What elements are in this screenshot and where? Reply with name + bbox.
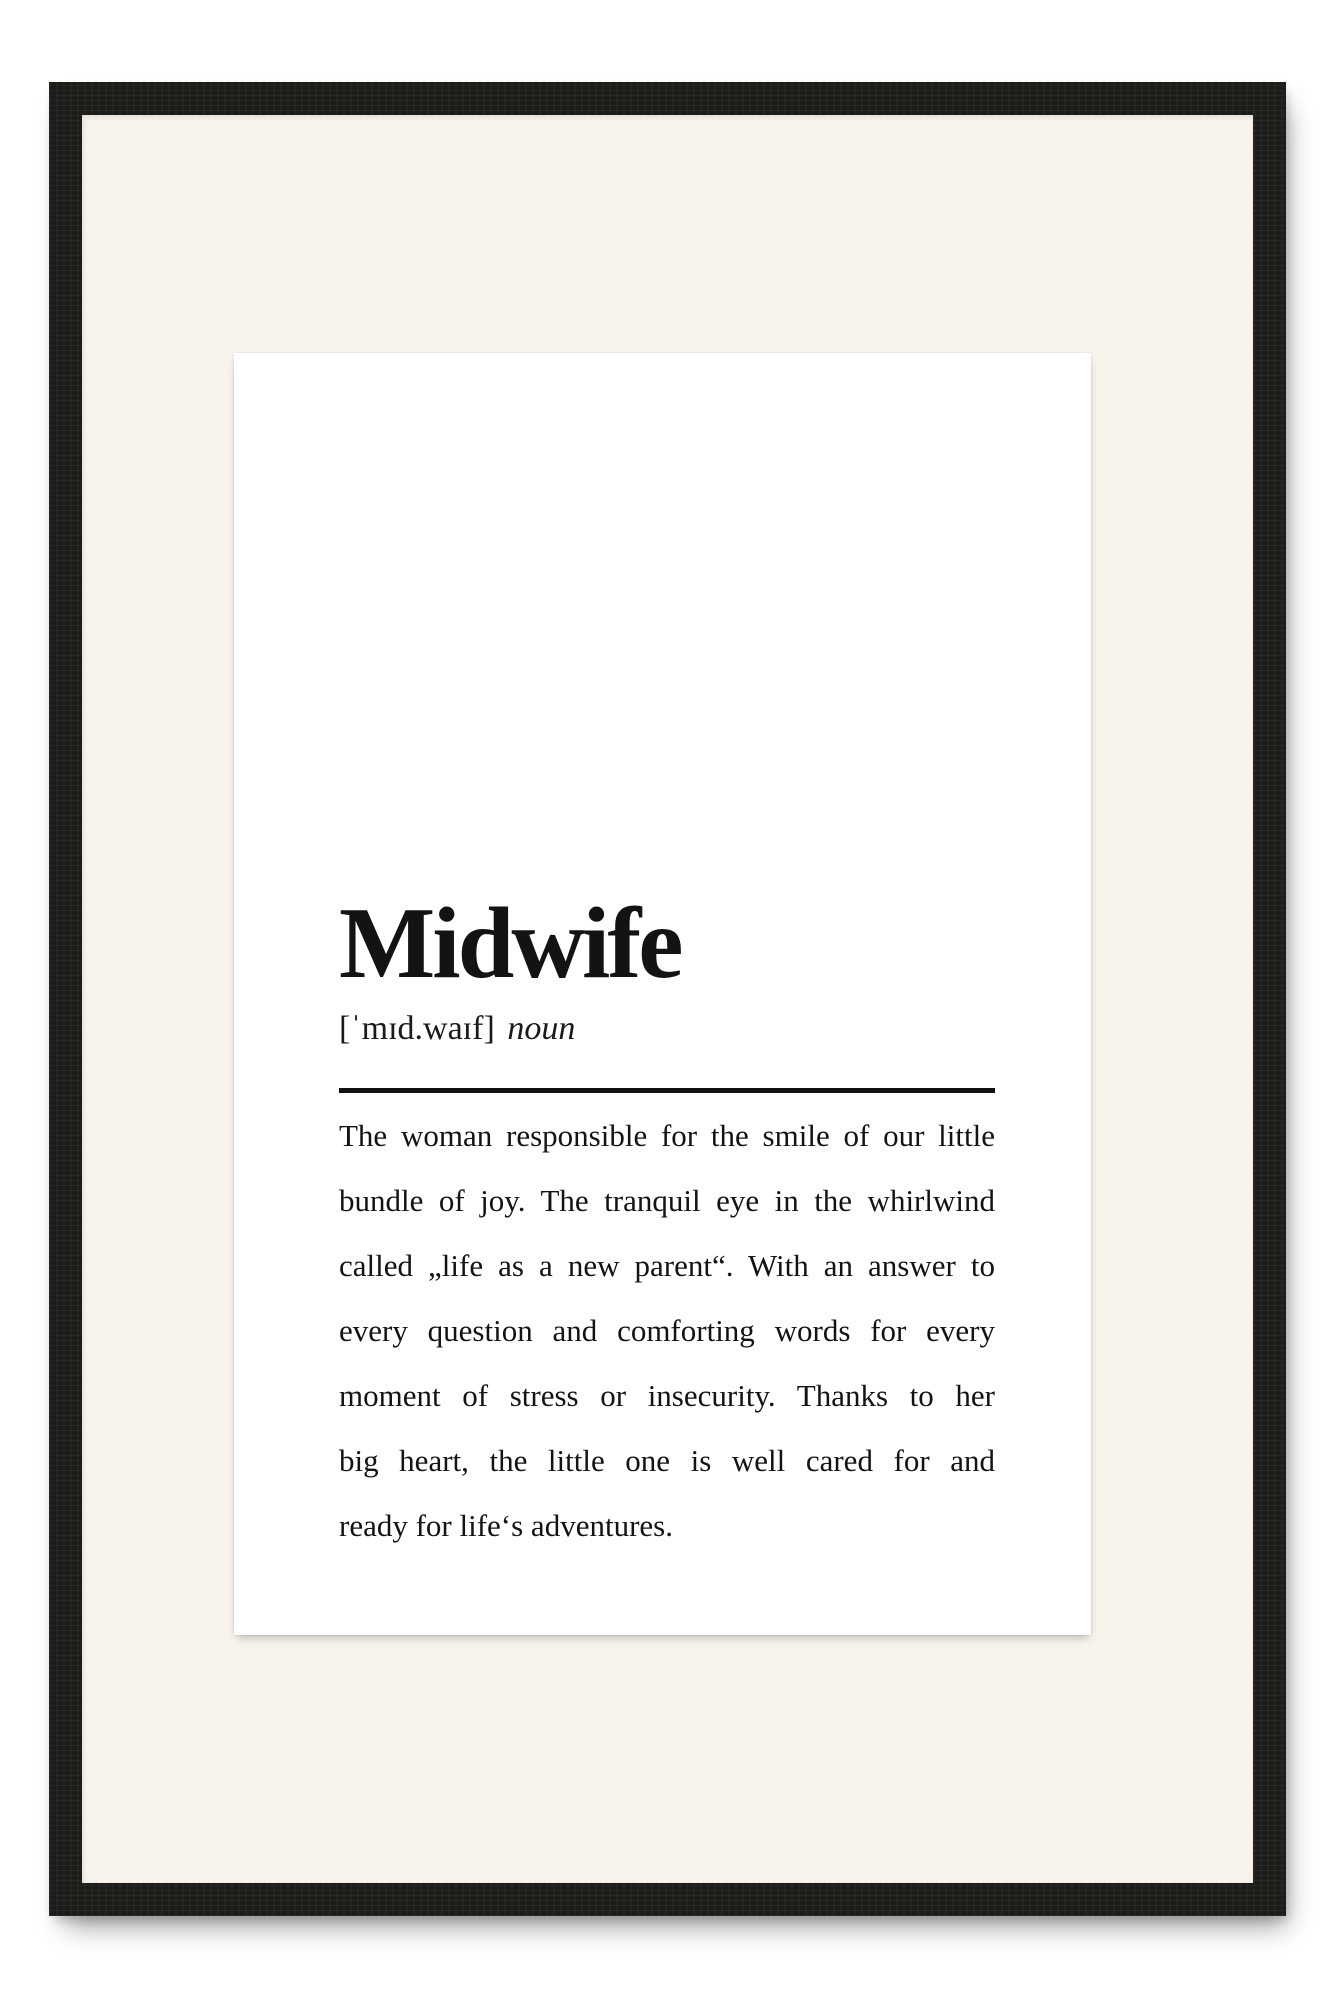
phonetic-spelling: [ˈmɪd.waɪf]	[339, 1010, 495, 1047]
definition-text	[339, 1103, 995, 1558]
art-print-sheet	[234, 353, 1091, 1635]
part-of-speech: noun	[507, 1010, 576, 1047]
definition-line: ready for life‘s adventures.	[339, 1507, 673, 1543]
definition-line: big heart, the little one is well cared for and	[339, 1442, 995, 1478]
definition-line: The woman responsible for the smile of our little	[339, 1117, 995, 1153]
picture-frame	[49, 82, 1286, 1916]
definition-line: moment of stress or insecurity. Thanks to her	[339, 1377, 995, 1413]
pronunciation-line	[339, 1009, 995, 1050]
word-title: Midwife	[339, 887, 681, 1000]
mat-board	[82, 115, 1253, 1883]
definition-layout	[339, 353, 995, 1635]
definition-line: called „life as a new parent“. With an answer to	[339, 1247, 995, 1283]
divider-rule	[339, 1088, 995, 1093]
definition-line: bundle of joy. The tranquil eye in the whirlwind	[339, 1182, 995, 1218]
definition-line: every question and comforting words for every	[339, 1312, 995, 1348]
